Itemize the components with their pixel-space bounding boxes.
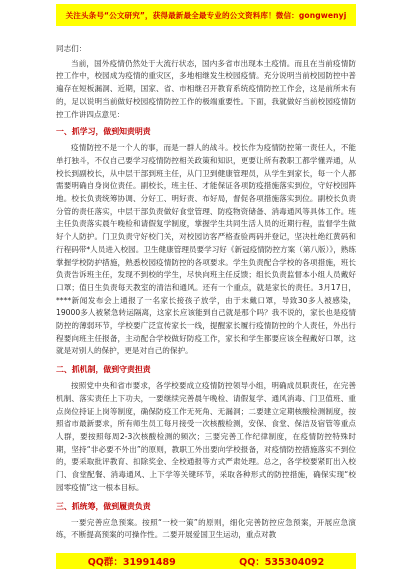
salutation: 同志们： (56, 44, 87, 53)
qq-group-label: QQ群：31991489 (87, 557, 176, 568)
promo-banner (56, 4, 356, 26)
intro-paragraph: 当前，国外疫情仍然处于大流行状态，国内多省市出现本土疫情。而且在当前疫情防控工作中，校园成为疫情的重灾区，多地相继发生校园疫情。充分说明当前校园防控中普遍存在短板漏洞、近期，国家、省、市相继召开教育系统疫情防控工作会，这是前所未有的，足以说明当前做好校园疫情防控工作的极端重要性。下面，我就做好当前校园疫情防控工作讲四点意见： (56, 58, 356, 119)
section-3-paragraph: 一要完善应急预案。按照“一校一策”的原则，细化完善防控应急预案，开展应急演练，不断提高预案的可操作性。二要开展爱国卫生运动，重点对教 (56, 517, 356, 540)
section-heading-3: 三、抓统筹，做到履责负责 (56, 501, 151, 511)
document-body (56, 43, 356, 542)
promo-banner-text: 关注头条号“公文研究”，获得最新最全最专业的公文资料库！微信：gongwenyj (65, 10, 347, 20)
section-1-paragraph: 疫情防控不是一个人的事，而是一群人的战斗。校长作为疫情防控第一责任人，不能单打独斗，不仅自己要学习疫情防控相关政策和知识，更要让所有教职工都学懂弄通，从校长到副校长，从中层干部到班主任，从门卫到健康管理员，从学生到家长，每一个人都需要明确自身岗位责任。副校长，班主任、才能保证各项防疫措施落实到位，守好校园阵地。校长负责统筹协调、分好工、明好责、布好局，督促各项措施落实到位。副校长负责分管的责任落实，中层干部负责做好食堂管理、防疫物资储备、消毒通风等具体工作。班主任负责落实晨午晚检和请假复学制度，掌握学生共同生活人员的近期行程，监督学生做好个人防护。门卫负责守好校门关，对校园访客严格查验两码并登记，坚决杜绝红黄码和行程码带*人员进入校园。卫生健康管理员要学习好《新冠疫情防控方案（第八版）》，熟练掌握学校防护措施，熟悉校园疫情防控的各项要求。学生负责配合学校的各项措施，班长负责告诉班主任，发现不到校的学生，尽快向班主任反馈；组长负责监督本小组人员戴好口罩；值日生负责每天教室的清洁和通风。还有一个重点，就是家长的责任。3月17日，****新闻发布会上通报了一名家长接孩子放学，由于未戴口罩，导致30多人被感染，19000多人被紧急转运隔离，这家长应该能到自己就是那个吗？我不说的，家长也是疫情防控的薄弱环节，学校要广泛宣传家长一线，提醒家长履行疫情防控的个人责任，外出行程要向班主任报备，主动配合学校做好防疫工作，家长和学生都要应该全程戴好口罩，这就是对别人的保护，更是对自己的保护。 (56, 143, 356, 356)
section-heading-2: 二、抓机制，做到守责担责 (56, 365, 151, 375)
qq-contact-label: QQ：535304092 (239, 557, 325, 568)
section-heading-1: 一、抓学习，做到知责明责 (56, 127, 151, 137)
section-2-paragraph: 按照党中央和省市要求，各学校要成立疫情防控领导小组，明确成员职责任，在完善机制、落实责任上下功夫，一要继续完善晨午晚检、请假复学、通风消毒、门卫值班、重点岗位持证上岗等制度，确保防疫工作无死角、无漏洞；二要建立定期核酸检测制度，按照省市最新要求，所有师生员工每月接受一次核酸检测，安保、食堂、保洁及宿管等重点人群，要按照每周2-3次核酸检测的频次；三要完善工作纪律制度，在疫情防控特殊时期，坚持“非必要不外出”的原则，教职工外出要向学校报备，对疫情防控措施落实不到位的，要采取批评教育、扣除奖金、全校通报等方式严肃处理。总之，各学校要紧盯出入校门、食堂配餐、消毒通风、上下学等关键环节，采取各种形式的防控措施，确保实现“校园零疫情”这一根本目标。 (56, 381, 356, 492)
contact-footer (56, 553, 356, 569)
